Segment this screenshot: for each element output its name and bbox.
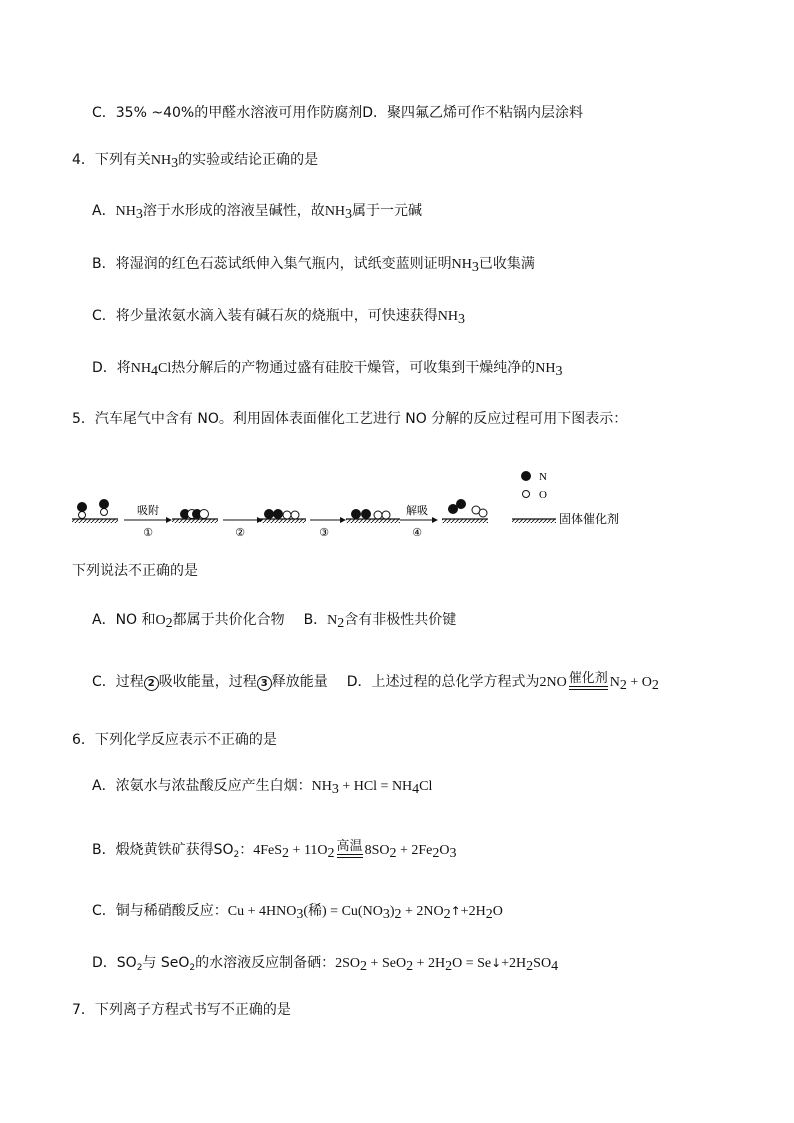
- step-4-number: ④: [412, 526, 422, 539]
- q4-option-d: D．将$NH_4Cl$热分解后的产物通过盛有硅胶干燥管，可收集到干燥纯净的$NH_3$: [92, 360, 563, 379]
- n-atom: [351, 509, 361, 519]
- legend-o-label: O: [539, 489, 547, 501]
- o-atom: [101, 509, 108, 516]
- surface-stage-4: [346, 509, 400, 523]
- legend-o-icon: [523, 491, 530, 498]
- q7-stem: 7．下列离子方程式书写不正确的是: [72, 1002, 291, 1018]
- step-1-number: ①: [143, 526, 153, 539]
- surface-stage-2: [172, 509, 218, 523]
- n-atom: [99, 499, 109, 509]
- o-atom: [79, 512, 86, 519]
- high-temperature-condition: 高温: [337, 840, 363, 858]
- n-atom: [77, 502, 87, 512]
- q5-substem: 下列说法不正确的是: [72, 563, 198, 579]
- q5-options-cd: [92, 672, 659, 692]
- q4-option-b: B．将湿润的红色石蕊试纸伸入集气瓶内，试纸变蓝则证明$NH_3$已收集满: [92, 256, 535, 275]
- legend-n-icon: [521, 471, 531, 481]
- o-atom: [479, 509, 487, 517]
- q5-option-a: A．NO 和$O_2$都属于共价化合物: [92, 612, 285, 631]
- q5-options-ab: [92, 611, 456, 630]
- q6-option-d: D．$SO_2$与 SeO$_2$的水溶液反应制备硒：$2SO_2 + SeO_2 + 2H_2O$ = $Se↓+2H_2SO_4$: [92, 955, 559, 974]
- q4-option-c: C．将少量浓氨水滴入装有碱石灰的烧瓶中，可快速获得$NH_3$: [92, 308, 466, 327]
- step-3-number: ③: [319, 526, 329, 539]
- q5-stem: 5．汽车尾气中含有 NO。利用固体表面催化工艺进行 NO 分解的反应过程可用下图表示：: [72, 411, 628, 427]
- o-atom: [200, 510, 209, 519]
- step-4-label: 解吸: [406, 504, 428, 517]
- q6-stem: 6．下列化学反应表示不正确的是: [72, 732, 277, 748]
- gas-arrow-icon: ↑: [450, 904, 461, 918]
- arrow-step-4: [400, 503, 438, 539]
- n-atom: [456, 499, 466, 509]
- q5-option-d: D．上述过程的总化学方程式为2NO 催化剂 $N_2 + O_2$: [346, 671, 659, 693]
- circled-3: 3: [257, 676, 272, 691]
- step-2-number: ②: [235, 526, 245, 539]
- o-atom: [382, 511, 390, 519]
- n-atom: [273, 509, 283, 519]
- q4-stem: 4．下列有关$NH_3$的实验或结论正确的是: [72, 152, 319, 171]
- step-1-label: 吸附: [137, 504, 159, 517]
- surface-stage-1: [72, 499, 118, 523]
- o-atom: [291, 511, 299, 519]
- n-atom: [264, 509, 274, 519]
- arrow-step-3: [310, 517, 346, 539]
- arrow-step-1: [124, 503, 172, 539]
- q3-option-d: D．聚四氟乙烯可作不粘锅内层涂料: [362, 105, 583, 121]
- q6-option-c: C．铜与稀硝酸反应：$Cu + 4HNO_3$(稀) = $Cu(NO_3)_2$ + $2NO_2↑+2H_2O$: [92, 903, 503, 922]
- precipitate-arrow-icon: ↓: [491, 956, 502, 970]
- surface-stage-3: [260, 509, 306, 523]
- q5-option-b: B．$N_2$含有非极性共价键: [303, 612, 457, 631]
- q5-option-c: C．过程 2 吸收能量，过程 3 释放能量: [92, 674, 328, 690]
- legend: [512, 471, 619, 526]
- q3-option-c: C．35% ~40%的甲醛水溶液可用作防腐剂: [92, 105, 363, 121]
- catalysis-diagram: [68, 462, 668, 544]
- q3-options-row: [92, 104, 583, 122]
- legend-catalyst-label: 固体催化剂: [559, 512, 620, 526]
- catalyst-condition: 催化剂: [569, 672, 608, 690]
- surface-stage-5: [442, 499, 488, 523]
- q4-option-a: A．$NH_3$溶于水形成的溶液呈碱性，故$NH_3$属于一元碱: [92, 203, 423, 222]
- legend-n-label: N: [539, 471, 547, 483]
- q6-option-a: A．浓氨水与浓盐酸反应产生白烟：$NH_3$ + HCl = $NH_4Cl$: [92, 778, 433, 797]
- n-atom: [361, 509, 371, 519]
- q6-option-b: B．煅烧黄铁矿获得$SO_2$：$4FeS_2 + 11O_2$ 高温 $8SO_2 + 2Fe_2O_3$: [92, 839, 457, 861]
- o-atom: [283, 511, 291, 519]
- o-atom: [374, 511, 382, 519]
- circled-2: 2: [144, 676, 159, 691]
- arrow-step-2: [223, 517, 263, 539]
